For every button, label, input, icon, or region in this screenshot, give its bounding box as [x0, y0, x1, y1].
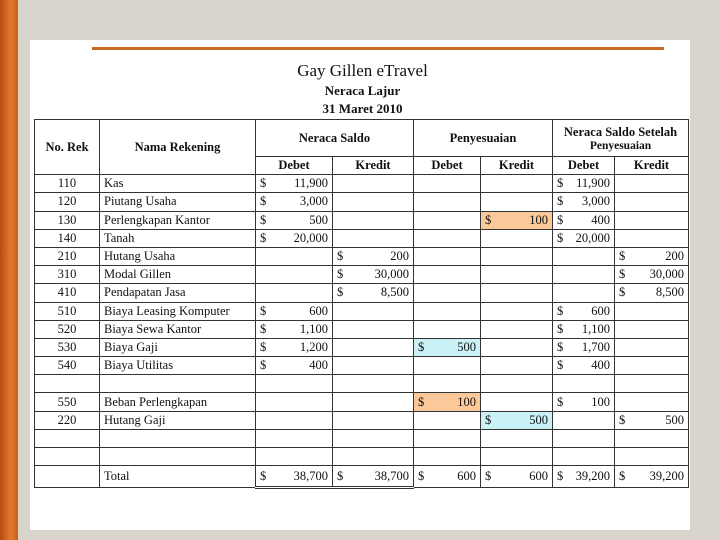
- amount-cell-pk: [481, 411, 553, 429]
- currency-symbol: $: [557, 194, 564, 209]
- amount-cell-pd: [414, 375, 481, 393]
- amount-value: 600: [457, 469, 476, 484]
- table-row: [35, 375, 689, 393]
- amount-cell-pk: [481, 302, 553, 320]
- currency-symbol: $: [557, 469, 564, 484]
- amount-value: 600: [309, 303, 328, 318]
- table-row: [35, 393, 689, 411]
- left-accent-bar: [0, 0, 18, 540]
- account-name: Modal Gillen: [100, 266, 256, 284]
- amount-cell-nk: [333, 211, 414, 229]
- amount-cell-nd: [256, 320, 333, 338]
- amount-cell-pk: [481, 338, 553, 356]
- account-name: Tanah: [100, 229, 256, 247]
- account-name: Pendapatan Jasa: [100, 284, 256, 302]
- currency-symbol: $: [557, 230, 564, 245]
- amount-value: 38,700: [293, 468, 328, 483]
- amount-value: 20,000: [575, 230, 610, 245]
- amount-cell-sk: [615, 229, 689, 247]
- amount-value: 39,200: [649, 469, 684, 484]
- currency-symbol: $: [418, 339, 425, 354]
- account-name: Biaya Sewa Kantor: [100, 320, 256, 338]
- account-number: 140: [35, 229, 100, 247]
- amount-value: 38,700: [374, 468, 409, 483]
- account-number: [35, 448, 100, 466]
- amount-cell-sk: [615, 429, 689, 447]
- table-row: [35, 448, 689, 466]
- title-rule: [92, 47, 664, 50]
- header-adjusted-line2: Penyesuaian: [589, 139, 652, 152]
- amount-cell-sd: [553, 393, 615, 411]
- amount-value: 100: [529, 212, 548, 227]
- amount-value: 400: [309, 358, 328, 373]
- table-row: [35, 229, 689, 247]
- amount-cell-nk: [333, 302, 414, 320]
- account-number: 210: [35, 247, 100, 265]
- amount-value: 1,700: [581, 339, 610, 354]
- amount-value: 500: [309, 212, 328, 227]
- account-name: [100, 375, 256, 393]
- amount-cell-sd: [553, 284, 615, 302]
- currency-symbol: $: [619, 469, 626, 484]
- amount-cell-nd: [256, 284, 333, 302]
- account-name: Hutang Gaji: [100, 411, 256, 429]
- amount-cell-nk: [333, 229, 414, 247]
- currency-symbol: $: [337, 285, 344, 300]
- currency-symbol: $: [260, 194, 267, 209]
- account-name: Biaya Utilitas: [100, 357, 256, 375]
- amount-cell-sk: [615, 211, 689, 229]
- table-row: [35, 320, 689, 338]
- account-number: 520: [35, 320, 100, 338]
- header-debet: Debet: [414, 157, 481, 175]
- amount-cell-pk: [481, 320, 553, 338]
- currency-symbol: $: [557, 339, 564, 354]
- amount-value: 400: [591, 212, 610, 227]
- amount-cell-sd: [553, 375, 615, 393]
- amount-cell-nd: [256, 193, 333, 211]
- account-number: 410: [35, 284, 100, 302]
- account-name: Perlengkapan Kantor: [100, 211, 256, 229]
- amount-cell-nk: [333, 175, 414, 193]
- amount-value: 11,900: [294, 176, 328, 191]
- currency-symbol: $: [619, 412, 626, 427]
- amount-cell-sd: [553, 338, 615, 356]
- amount-cell-pk: [481, 175, 553, 193]
- total-empty-cell: [35, 466, 100, 488]
- amount-cell-sd: [553, 266, 615, 284]
- amount-cell-pd: [414, 338, 481, 356]
- currency-symbol: $: [337, 468, 344, 483]
- amount-cell-nd: [256, 229, 333, 247]
- amount-value: 600: [591, 303, 610, 318]
- amount-cell-nd: [256, 247, 333, 265]
- amount-value: 400: [591, 358, 610, 373]
- amount-cell-pd: [414, 448, 481, 466]
- amount-value: 8,500: [655, 285, 684, 300]
- amount-value: 3,000: [581, 194, 610, 209]
- currency-symbol: $: [485, 469, 492, 484]
- account-name: Kas: [100, 175, 256, 193]
- company-name: Gay Gillen eTravel: [297, 61, 428, 80]
- account-number: 550: [35, 393, 100, 411]
- table-row: [35, 266, 689, 284]
- header-trial-balance: Neraca Saldo: [256, 120, 414, 157]
- currency-symbol: $: [418, 469, 425, 484]
- account-name: [100, 448, 256, 466]
- amount-cell-nk: [333, 393, 414, 411]
- amount-cell-sk: [615, 338, 689, 356]
- amount-cell-nd: [256, 429, 333, 447]
- header-adjusted-line1: Neraca Saldo Setelah: [563, 124, 678, 139]
- amount-cell-nk: [333, 357, 414, 375]
- amount-cell-sd: [553, 448, 615, 466]
- amount-cell-sk: [615, 320, 689, 338]
- currency-symbol: $: [337, 267, 344, 282]
- amount-cell-nd: [256, 448, 333, 466]
- amount-cell-pd: [414, 284, 481, 302]
- total-nk: [333, 466, 414, 488]
- amount-cell-nk: [333, 320, 414, 338]
- amount-cell-pk: [481, 229, 553, 247]
- account-name: Biaya Gaji: [100, 338, 256, 356]
- total-nd: [256, 466, 333, 488]
- account-number: 120: [35, 193, 100, 211]
- amount-cell-pd: [414, 411, 481, 429]
- report-date: 31 Maret 2010: [322, 101, 403, 116]
- amount-cell-nk: [333, 448, 414, 466]
- currency-symbol: $: [260, 468, 267, 483]
- amount-cell-pk: [481, 357, 553, 375]
- amount-cell-pd: [414, 429, 481, 447]
- worksheet-table: [34, 119, 689, 489]
- account-number: 220: [35, 411, 100, 429]
- amount-cell-pd: [414, 193, 481, 211]
- account-name: Piutang Usaha: [100, 193, 256, 211]
- account-name: Biaya Leasing Komputer: [100, 302, 256, 320]
- currency-symbol: $: [557, 303, 564, 318]
- amount-cell-nd: [256, 266, 333, 284]
- currency-symbol: $: [260, 212, 267, 227]
- amount-cell-sk: [615, 193, 689, 211]
- header-kredit: Kredit: [481, 157, 553, 175]
- amount-cell-nk: [333, 411, 414, 429]
- header-account-name: Nama Rekening: [100, 120, 256, 175]
- report-header: [255, 60, 470, 118]
- amount-cell-pk: [481, 193, 553, 211]
- table-row: [35, 247, 689, 265]
- total-pd: [414, 466, 481, 488]
- account-number: 510: [35, 302, 100, 320]
- amount-value: 500: [665, 412, 684, 427]
- total-sd: [553, 466, 615, 488]
- currency-symbol: $: [260, 176, 267, 191]
- account-number: 130: [35, 211, 100, 229]
- amount-value: 200: [665, 249, 684, 264]
- amount-value: 100: [591, 394, 610, 409]
- account-name: [100, 429, 256, 447]
- amount-cell-nd: [256, 175, 333, 193]
- header-kredit: Kredit: [333, 157, 414, 175]
- table-row: [35, 211, 689, 229]
- account-number: 310: [35, 266, 100, 284]
- account-number: 540: [35, 357, 100, 375]
- currency-symbol: $: [260, 230, 267, 245]
- worksheet-rows: [35, 175, 689, 488]
- amount-cell-nd: [256, 211, 333, 229]
- header-kredit: Kredit: [615, 157, 689, 175]
- amount-cell-sk: [615, 247, 689, 265]
- amount-value: 1,100: [299, 321, 328, 336]
- header-adjusted-trial-balance: [553, 120, 689, 157]
- amount-cell-pk: [481, 429, 553, 447]
- amount-cell-pk: [481, 284, 553, 302]
- total-row: [35, 466, 689, 488]
- amount-cell-pk: [481, 266, 553, 284]
- currency-symbol: $: [557, 176, 564, 191]
- table-row: [35, 193, 689, 211]
- header-account-no: No. Rek: [35, 120, 100, 175]
- header-adjustments: Penyesuaian: [414, 120, 553, 157]
- amount-cell-sk: [615, 393, 689, 411]
- currency-symbol: $: [418, 394, 425, 409]
- amount-cell-nk: [333, 193, 414, 211]
- currency-symbol: $: [485, 412, 492, 427]
- currency-symbol: $: [619, 249, 626, 264]
- amount-cell-nd: [256, 302, 333, 320]
- amount-value: 30,000: [649, 267, 684, 282]
- amount-cell-pk: [481, 375, 553, 393]
- amount-cell-pk: [481, 393, 553, 411]
- account-name: Beban Perlengkapan: [100, 393, 256, 411]
- amount-cell-pk: [481, 211, 553, 229]
- amount-cell-pd: [414, 211, 481, 229]
- table-row: [35, 284, 689, 302]
- total-pk: [481, 466, 553, 488]
- amount-cell-nk: [333, 284, 414, 302]
- account-number: 110: [35, 175, 100, 193]
- amount-value: 8,500: [380, 285, 409, 300]
- table-row: [35, 357, 689, 375]
- amount-cell-sd: [553, 175, 615, 193]
- amount-cell-sd: [553, 357, 615, 375]
- currency-symbol: $: [619, 267, 626, 282]
- total-sk: [615, 466, 689, 488]
- amount-cell-sk: [615, 266, 689, 284]
- amount-cell-nd: [256, 393, 333, 411]
- amount-cell-nk: [333, 247, 414, 265]
- amount-value: 20,000: [293, 230, 328, 245]
- amount-cell-sd: [553, 302, 615, 320]
- account-number: [35, 375, 100, 393]
- amount-cell-nk: [333, 266, 414, 284]
- amount-cell-nk: [333, 338, 414, 356]
- amount-cell-sk: [615, 302, 689, 320]
- amount-cell-sk: [615, 448, 689, 466]
- account-name: Hutang Usaha: [100, 247, 256, 265]
- amount-cell-pd: [414, 320, 481, 338]
- amount-cell-pk: [481, 247, 553, 265]
- amount-cell-sk: [615, 375, 689, 393]
- amount-value: 500: [457, 339, 476, 354]
- header-debet: Debet: [553, 157, 615, 175]
- amount-cell-nd: [256, 338, 333, 356]
- amount-cell-nd: [256, 357, 333, 375]
- table-row: [35, 338, 689, 356]
- amount-cell-sk: [615, 175, 689, 193]
- currency-symbol: $: [260, 358, 267, 373]
- amount-cell-pd: [414, 247, 481, 265]
- amount-cell-sd: [553, 411, 615, 429]
- account-number: 530: [35, 338, 100, 356]
- currency-symbol: $: [557, 394, 564, 409]
- table-row: [35, 302, 689, 320]
- amount-cell-pk: [481, 448, 553, 466]
- account-number: [35, 429, 100, 447]
- amount-value: 11,900: [576, 176, 610, 191]
- amount-value: 3,000: [299, 194, 328, 209]
- amount-cell-sd: [553, 247, 615, 265]
- amount-cell-sk: [615, 284, 689, 302]
- table-row: [35, 429, 689, 447]
- amount-cell-pd: [414, 302, 481, 320]
- report-title: Neraca Lajur: [324, 83, 401, 98]
- amount-cell-nk: [333, 375, 414, 393]
- amount-value: 500: [529, 412, 548, 427]
- table-row: [35, 175, 689, 193]
- amount-value: 39,200: [575, 469, 610, 484]
- header-debet: Debet: [256, 157, 333, 175]
- amount-value: 100: [457, 394, 476, 409]
- amount-cell-sk: [615, 357, 689, 375]
- amount-value: 600: [529, 469, 548, 484]
- currency-symbol: $: [260, 321, 267, 336]
- total-label: Total: [100, 466, 256, 488]
- amount-value: 1,100: [581, 321, 610, 336]
- amount-cell-nd: [256, 411, 333, 429]
- amount-cell-pd: [414, 229, 481, 247]
- amount-cell-sd: [553, 229, 615, 247]
- currency-symbol: $: [337, 249, 344, 264]
- amount-cell-sd: [553, 320, 615, 338]
- currency-symbol: $: [557, 358, 564, 373]
- amount-cell-pd: [414, 393, 481, 411]
- amount-cell-nk: [333, 429, 414, 447]
- amount-value: 30,000: [374, 267, 409, 282]
- table-row: [35, 411, 689, 429]
- currency-symbol: $: [557, 212, 564, 227]
- currency-symbol: $: [485, 212, 492, 227]
- amount-cell-sk: [615, 411, 689, 429]
- amount-cell-nd: [256, 375, 333, 393]
- amount-value: 1,200: [299, 339, 328, 354]
- currency-symbol: $: [557, 321, 564, 336]
- amount-cell-pd: [414, 357, 481, 375]
- amount-value: 200: [390, 249, 409, 264]
- amount-cell-sd: [553, 429, 615, 447]
- amount-cell-sd: [553, 211, 615, 229]
- currency-symbol: $: [260, 339, 267, 354]
- amount-cell-pd: [414, 266, 481, 284]
- amount-cell-pd: [414, 175, 481, 193]
- currency-symbol: $: [260, 303, 267, 318]
- amount-cell-sd: [553, 193, 615, 211]
- currency-symbol: $: [619, 285, 626, 300]
